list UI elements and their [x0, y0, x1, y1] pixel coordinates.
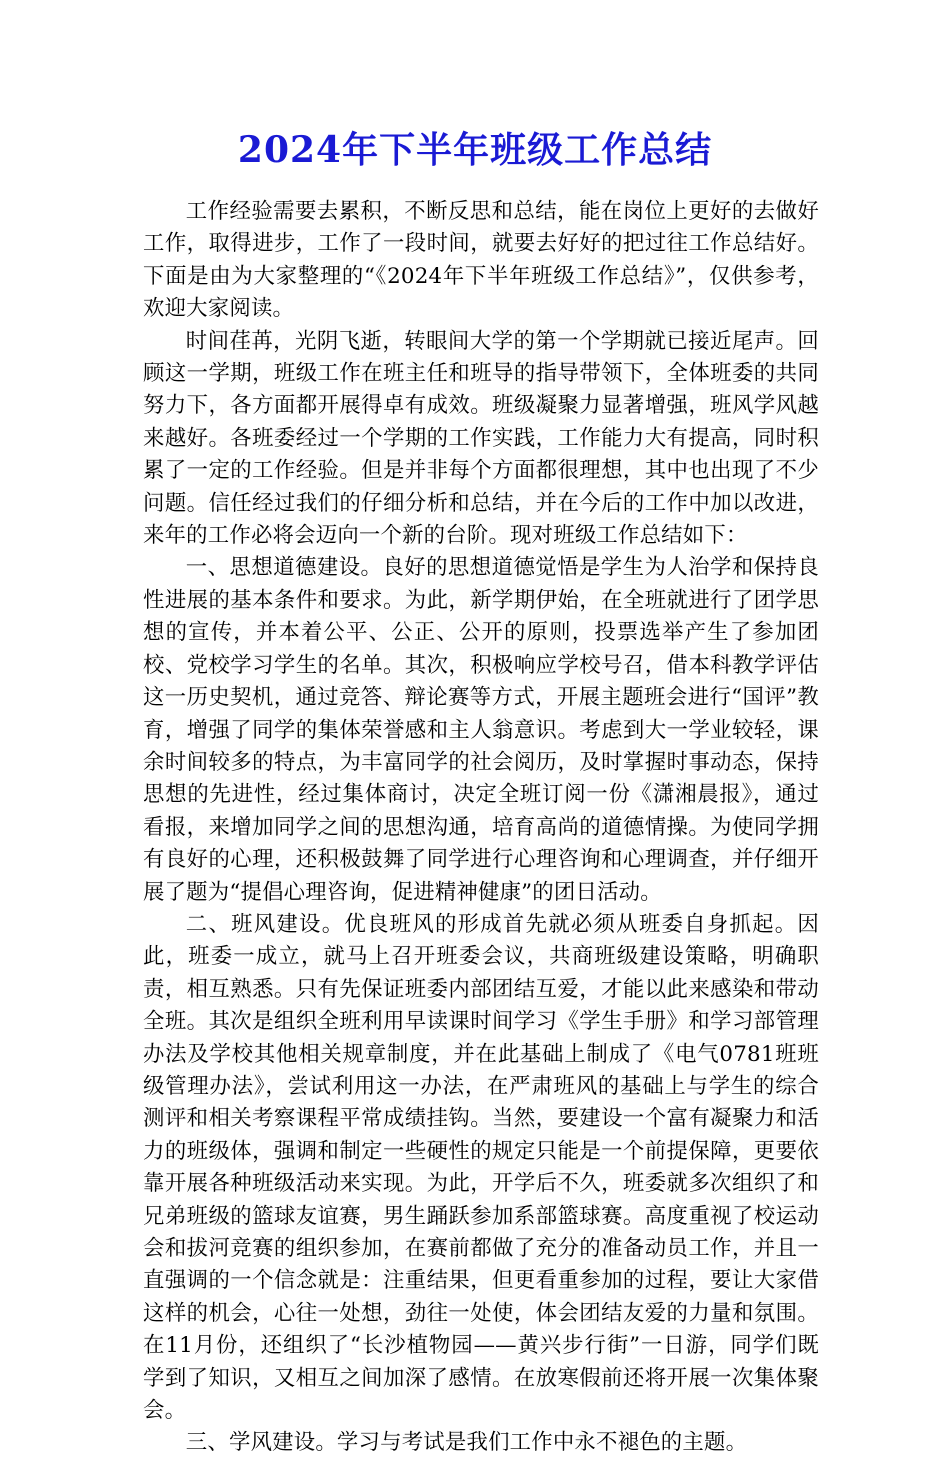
- paragraph-class-atmosphere: 二、班风建设。优良班风的形成首先就必须从班委自身抓起。因此，班委一成立，就马上召开班委会议，共商班级建设策略，明确职责，相互熟悉。只有先保证班委内部团结互爱，才能以此来感染和带动全班。其次是组织全班利用早读课时间学习《学生手册》和学习部管理办法及学校其他相关规章制度，并在此基础上制成了《电气0781班班级管理办法》，尝试利用这一办法，在严肃班风的基础上与学生的综合测评和相关考察课程平常成绩挂钩。当然，要建设一个富有凝聚力和活力的班级体，强调和制定一些硬性的规定只能是一个前提保障，更要依靠开展各种班级活动来实现。为此，开学后不久，班委就多次组织了和兄弟班级的篮球友谊赛，男生踊跃参加系部篮球赛。高度重视了校运动会和拔河竞赛的组织参加，在赛前都做了充分的准备动员工作，并且一直强调的一个信念就是：注重结果，但更看重参加的过程，要让大家借这样的机会，心往一处想，劲往一处使，体会团结友爱的力量和氛围。在11月份，还组织了“长沙植物园——黄兴步行街”一日游，同学们既学到了知识，又相互之间加深了感情。在放寒假前还将开展一次集体聚会。: [143, 911, 819, 1424]
- paragraph-overview: 时间荏苒，光阴飞逝，转眼间大学的第一个学期就已接近尾声。回顾这一学期，班级工作在班主任和班导的指导带领下，全体班委的共同努力下，各方面都开展得卓有成效。班级凝聚力显著增强，班风学风越来越好。各班委经过一个学期的工作实践，工作能力大有提高，同时积累了一定的工作经验。但是并非每个方面都很理想，其中也出现了不少问题。信任经过我们的仔细分析和总结，并在今后的工作中加以改进，来年的工作必将会迈向一个新的台阶。现对班级工作总结如下：: [143, 328, 819, 549]
- paragraph-moral-education: 一、思想道德建设。良好的思想道德觉悟是学生为人治学和保持良性进展的基本条件和要求。为此，新学期伊始，在全班就进行了团学思想的宣传，并本着公平、公正、公开的原则，投票选举产生了参加团校、党校学习学生的名单。其次，积极响应学校号召，借本科教学评估这一历史契机，通过竞答、辩论赛等方式，开展主题班会进行“国评”教育，增强了同学的集体荣誉感和主人翁意识。考虑到大一学业较轻，课余时间较多的特点，为丰富同学的社会阅历，及时掌握时事动态，保持思想的先进性，经过集体商讨，决定全班订阅一份《潇湘晨报》，通过看报，来增加同学之间的思想沟通，培育高尚的道德情操。为使同学拥有良好的心理，还积极鼓舞了同学进行心理咨询和心理调查，并仔细开展了题为“提倡心理咨询，促进精神健康”的团日活动。: [143, 555, 819, 905]
- document-title: 2024年下半年班级工作总结: [237, 129, 713, 171]
- paragraph-study-atmosphere: 三、学风建设。学习与考试是我们工作中永不褪色的主题。: [185, 1430, 748, 1456]
- paragraph-intro: 工作经验需要去累积，不断反思和总结，能在岗位上更好的去做好工作，取得进步，工作了一段时间，就要去好好的把过往工作总结好。下面是由为大家整理的“《2024年下半年班级工作总结》”，仅供参考，欢迎大家阅读。: [143, 199, 819, 322]
- document-body: [143, 196, 819, 1460]
